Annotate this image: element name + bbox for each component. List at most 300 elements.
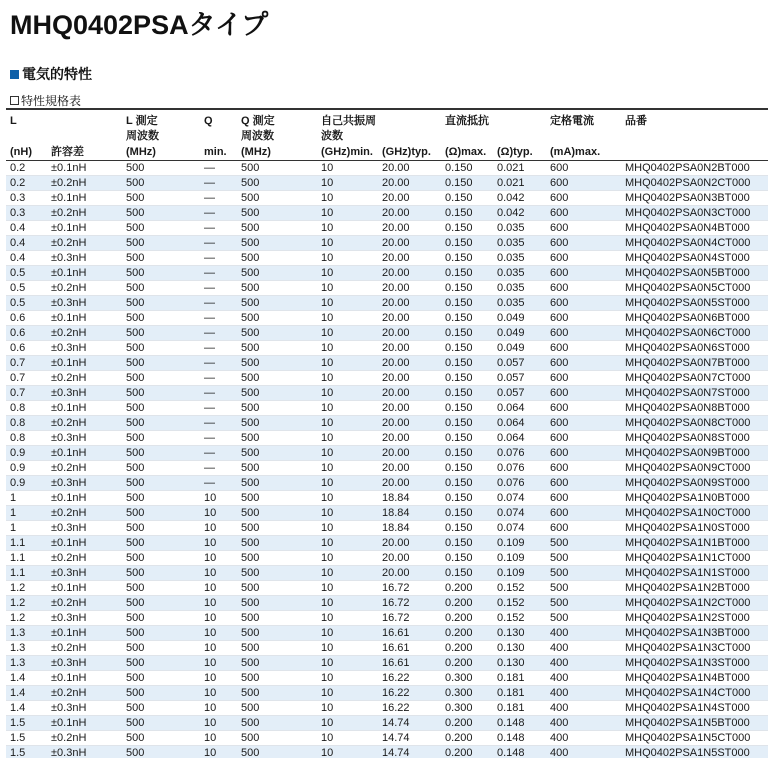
table-cell: 0.035 xyxy=(493,266,546,281)
table-cell: 500 xyxy=(122,716,200,731)
table-cell: 10 xyxy=(317,356,378,371)
table-cell: 10 xyxy=(200,521,237,536)
table-cell: 0.150 xyxy=(441,461,493,476)
table-cell: ±0.3nH xyxy=(47,251,122,266)
table-cell: — xyxy=(200,191,237,206)
column-header: (Ω)typ. xyxy=(497,146,533,158)
table-cell: MHQ0402PSA0N9BT000 xyxy=(621,446,768,461)
table-cell: ±0.1nH xyxy=(47,716,122,731)
table-cell: MHQ0402PSA0N5ST000 xyxy=(621,296,768,311)
table-cell: 0.148 xyxy=(493,716,546,731)
table-cell: MHQ0402PSA1N0CT000 xyxy=(621,506,768,521)
table-cell: 500 xyxy=(122,296,200,311)
table-cell: 0.049 xyxy=(493,341,546,356)
table-cell: 600 xyxy=(546,251,621,266)
table-cell: 0.200 xyxy=(441,596,493,611)
table-cell: ±0.3nH xyxy=(47,611,122,626)
table-cell: 0.181 xyxy=(493,701,546,716)
table-cell: 0.021 xyxy=(493,176,546,191)
table-cell: 500 xyxy=(237,746,317,758)
table-cell: 0.074 xyxy=(493,491,546,506)
table-cell: 0.148 xyxy=(493,746,546,758)
table-cell: 0.076 xyxy=(493,461,546,476)
table-row xyxy=(6,161,768,176)
table-row xyxy=(6,191,768,206)
table-cell: 0.7 xyxy=(6,386,47,401)
table-cell: 0.300 xyxy=(441,686,493,701)
table-cell: 500 xyxy=(237,446,317,461)
table-cell: 500 xyxy=(122,416,200,431)
table-cell: 10 xyxy=(317,536,378,551)
table-cell: 600 xyxy=(546,176,621,191)
table-cell: — xyxy=(200,341,237,356)
table-cell: MHQ0402PSA1N4BT000 xyxy=(621,671,768,686)
table-cell: 500 xyxy=(237,296,317,311)
table-cell: 20.00 xyxy=(378,326,441,341)
table-cell: ±0.1nH xyxy=(47,266,122,281)
table-cell: 20.00 xyxy=(378,221,441,236)
table-row xyxy=(6,266,768,281)
table-cell: 10 xyxy=(200,536,237,551)
table-cell: 500 xyxy=(237,476,317,491)
table-cell: 0.9 xyxy=(6,461,47,476)
table-cell: ±0.2nH xyxy=(47,731,122,746)
table-cell: 10 xyxy=(317,236,378,251)
table-cell: MHQ0402PSA1N0BT000 xyxy=(621,491,768,506)
table-row xyxy=(6,401,768,416)
table-row xyxy=(6,596,768,611)
table-cell: — xyxy=(200,206,237,221)
table-cell: 10 xyxy=(317,191,378,206)
table-cell: 500 xyxy=(237,356,317,371)
table-cell: 1.4 xyxy=(6,701,47,716)
table-cell: 0.3 xyxy=(6,206,47,221)
table-cell: ±0.2nH xyxy=(47,371,122,386)
table-cell: 0.150 xyxy=(441,551,493,566)
column-header: (GHz)min. xyxy=(321,146,373,158)
table-cell: 500 xyxy=(237,641,317,656)
table-cell: 10 xyxy=(317,206,378,221)
table-cell: 500 xyxy=(237,506,317,521)
table-cell: 600 xyxy=(546,161,621,176)
table-cell: 0.150 xyxy=(441,491,493,506)
table-cell: 0.150 xyxy=(441,431,493,446)
header-row-1 xyxy=(6,109,768,145)
table-row xyxy=(6,386,768,401)
table-cell: MHQ0402PSA0N7CT000 xyxy=(621,371,768,386)
table-cell: 20.00 xyxy=(378,551,441,566)
table-cell: 0.076 xyxy=(493,476,546,491)
table-cell: — xyxy=(200,371,237,386)
table-cell: 400 xyxy=(546,746,621,758)
table-cell: 0.152 xyxy=(493,581,546,596)
table-cell: ±0.2nH xyxy=(47,206,122,221)
table-cell: 10 xyxy=(317,716,378,731)
table-cell: 500 xyxy=(122,191,200,206)
table-cell: 400 xyxy=(546,731,621,746)
table-cell: 0.150 xyxy=(441,281,493,296)
table-row xyxy=(6,221,768,236)
table-cell: 0.150 xyxy=(441,236,493,251)
page-title: MHQ0402PSAタイプ xyxy=(10,10,269,40)
table-cell: 0.4 xyxy=(6,221,47,236)
table-cell: 0.150 xyxy=(441,521,493,536)
table-cell: 0.181 xyxy=(493,671,546,686)
table-cell: 0.2 xyxy=(6,176,47,191)
table-cell: 10 xyxy=(317,266,378,281)
table-cell: 500 xyxy=(122,521,200,536)
table-cell: 16.22 xyxy=(378,671,441,686)
table-cell: — xyxy=(200,431,237,446)
table-cell: — xyxy=(200,221,237,236)
table-cell: 500 xyxy=(122,176,200,191)
table-cell: 500 xyxy=(122,551,200,566)
table-cell: 10 xyxy=(317,176,378,191)
table-cell: 20.00 xyxy=(378,566,441,581)
table-cell: ±0.2nH xyxy=(47,416,122,431)
table-body xyxy=(6,161,768,758)
table-cell: 0.150 xyxy=(441,311,493,326)
table-row xyxy=(6,206,768,221)
table-cell: 600 xyxy=(546,356,621,371)
table-cell: 500 xyxy=(237,251,317,266)
table-cell: MHQ0402PSA1N1BT000 xyxy=(621,536,768,551)
table-cell: 0.130 xyxy=(493,656,546,671)
table-cell: MHQ0402PSA0N2BT000 xyxy=(621,161,768,176)
table-row xyxy=(6,431,768,446)
table-cell: 500 xyxy=(122,476,200,491)
column-header: 直流抵抗 xyxy=(445,115,489,127)
table-row xyxy=(6,581,768,596)
table-cell: 500 xyxy=(122,371,200,386)
table-cell: MHQ0402PSA1N3ST000 xyxy=(621,656,768,671)
table-cell: 20.00 xyxy=(378,236,441,251)
table-cell: 16.22 xyxy=(378,686,441,701)
table-cell: 20.00 xyxy=(378,371,441,386)
table-cell: 0.042 xyxy=(493,206,546,221)
table-cell: 500 xyxy=(122,161,200,176)
table-cell: ±0.1nH xyxy=(47,161,122,176)
table-cell: ±0.2nH xyxy=(47,236,122,251)
table-cell: 10 xyxy=(317,371,378,386)
table-cell: MHQ0402PSA1N1ST000 xyxy=(621,566,768,581)
table-cell: 16.61 xyxy=(378,656,441,671)
table-row xyxy=(6,731,768,746)
table-cell: 20.00 xyxy=(378,176,441,191)
table-cell: 500 xyxy=(122,626,200,641)
table-cell: 600 xyxy=(546,431,621,446)
table-cell: ±0.1nH xyxy=(47,491,122,506)
table-cell: MHQ0402PSA0N8ST000 xyxy=(621,431,768,446)
table-cell: MHQ0402PSA0N4ST000 xyxy=(621,251,768,266)
table-cell: 500 xyxy=(122,641,200,656)
table-cell: MHQ0402PSA1N1CT000 xyxy=(621,551,768,566)
table-cell: 400 xyxy=(546,656,621,671)
table-cell: MHQ0402PSA1N2ST000 xyxy=(621,611,768,626)
table-cell: 0.109 xyxy=(493,536,546,551)
table-row xyxy=(6,536,768,551)
table-row xyxy=(6,746,768,758)
table-cell: ±0.1nH xyxy=(47,626,122,641)
table-cell: 500 xyxy=(237,311,317,326)
spec-table xyxy=(6,108,768,758)
table-cell: 0.150 xyxy=(441,206,493,221)
table-cell: 0.150 xyxy=(441,416,493,431)
column-header xyxy=(493,109,546,145)
table-cell: 0.057 xyxy=(493,356,546,371)
table-cell: 0.150 xyxy=(441,161,493,176)
subsection-heading xyxy=(10,92,81,109)
table-cell: 500 xyxy=(122,386,200,401)
table-row xyxy=(6,176,768,191)
table-cell: 500 xyxy=(122,611,200,626)
table-cell: ±0.3nH xyxy=(47,656,122,671)
column-header xyxy=(621,145,768,161)
table-cell: 18.84 xyxy=(378,506,441,521)
table-cell: 10 xyxy=(317,401,378,416)
table-cell: 1 xyxy=(6,506,47,521)
table-cell: 10 xyxy=(317,476,378,491)
table-cell: MHQ0402PSA1N0ST000 xyxy=(621,521,768,536)
table-cell: MHQ0402PSA0N3CT000 xyxy=(621,206,768,221)
table-cell: MHQ0402PSA1N2CT000 xyxy=(621,596,768,611)
table-cell: 0.8 xyxy=(6,401,47,416)
table-cell: 500 xyxy=(122,356,200,371)
table-cell: 10 xyxy=(317,446,378,461)
table-cell: ±0.1nH xyxy=(47,536,122,551)
table-cell: ±0.2nH xyxy=(47,551,122,566)
table-cell: 1.5 xyxy=(6,716,47,731)
table-cell: 0.150 xyxy=(441,446,493,461)
table-cell: 0.150 xyxy=(441,296,493,311)
table-cell: 1.2 xyxy=(6,581,47,596)
table-cell: 500 xyxy=(546,551,621,566)
column-header: 自己共振周波数 xyxy=(321,115,376,142)
table-cell: — xyxy=(200,281,237,296)
table-cell: 500 xyxy=(237,626,317,641)
table-cell: 16.72 xyxy=(378,581,441,596)
column-header: (nH) xyxy=(10,146,32,158)
table-cell: 1.4 xyxy=(6,671,47,686)
table-cell: 400 xyxy=(546,716,621,731)
table-cell: — xyxy=(200,461,237,476)
table-cell: 0.7 xyxy=(6,371,47,386)
table-row xyxy=(6,626,768,641)
table-cell: 0.6 xyxy=(6,311,47,326)
table-cell: 0.9 xyxy=(6,446,47,461)
table-cell: 20.00 xyxy=(378,446,441,461)
table-cell: 600 xyxy=(546,371,621,386)
table-cell: 10 xyxy=(317,311,378,326)
table-cell: MHQ0402PSA0N5CT000 xyxy=(621,281,768,296)
table-cell: 0.5 xyxy=(6,266,47,281)
table-cell: 1 xyxy=(6,491,47,506)
table-cell: 10 xyxy=(317,416,378,431)
column-header: L xyxy=(10,115,17,127)
table-cell: 0.148 xyxy=(493,731,546,746)
table-cell: ±0.3nH xyxy=(47,341,122,356)
table-cell: 500 xyxy=(237,206,317,221)
table-cell: 500 xyxy=(237,176,317,191)
table-cell: — xyxy=(200,356,237,371)
table-row xyxy=(6,356,768,371)
table-cell: 600 xyxy=(546,266,621,281)
table-cell: 20.00 xyxy=(378,386,441,401)
table-cell: MHQ0402PSA1N5ST000 xyxy=(621,746,768,758)
table-cell: 500 xyxy=(237,566,317,581)
table-cell: 0.150 xyxy=(441,191,493,206)
table-cell: 500 xyxy=(237,581,317,596)
table-cell: 500 xyxy=(122,281,200,296)
header-row-2 xyxy=(6,145,768,161)
table-cell: MHQ0402PSA1N3BT000 xyxy=(621,626,768,641)
table-cell: 600 xyxy=(546,236,621,251)
table-cell: 500 xyxy=(122,326,200,341)
table-cell: 500 xyxy=(237,656,317,671)
table-cell: 1.1 xyxy=(6,566,47,581)
table-cell: 10 xyxy=(317,566,378,581)
table-cell: 500 xyxy=(122,491,200,506)
table-cell: 600 xyxy=(546,326,621,341)
table-row xyxy=(6,251,768,266)
square-bullet-icon xyxy=(10,70,19,79)
table-cell: 500 xyxy=(122,566,200,581)
table-row xyxy=(6,236,768,251)
table-cell: 500 xyxy=(122,671,200,686)
table-cell: 500 xyxy=(122,731,200,746)
table-cell: MHQ0402PSA0N4BT000 xyxy=(621,221,768,236)
table-cell: 10 xyxy=(317,656,378,671)
table-cell: 0.7 xyxy=(6,356,47,371)
table-cell: 0.064 xyxy=(493,401,546,416)
table-cell: 0.057 xyxy=(493,371,546,386)
table-cell: 10 xyxy=(317,521,378,536)
table-cell: 500 xyxy=(237,686,317,701)
table-cell: 500 xyxy=(122,581,200,596)
table-cell: 0.200 xyxy=(441,611,493,626)
table-cell: 20.00 xyxy=(378,476,441,491)
table-cell: — xyxy=(200,266,237,281)
column-header: (GHz)typ. xyxy=(382,146,431,158)
table-cell: 0.130 xyxy=(493,641,546,656)
table-cell: 500 xyxy=(122,311,200,326)
table-cell: 600 xyxy=(546,506,621,521)
table-cell: 10 xyxy=(317,671,378,686)
table-cell: — xyxy=(200,326,237,341)
table-cell: 1.1 xyxy=(6,536,47,551)
table-cell: ±0.2nH xyxy=(47,596,122,611)
table-cell: 500 xyxy=(122,251,200,266)
table-cell: ±0.3nH xyxy=(47,476,122,491)
table-cell: 500 xyxy=(237,491,317,506)
table-cell: 16.61 xyxy=(378,626,441,641)
table-cell: 10 xyxy=(200,671,237,686)
table-cell: 0.064 xyxy=(493,431,546,446)
table-cell: 20.00 xyxy=(378,356,441,371)
table-cell: MHQ0402PSA1N4ST000 xyxy=(621,701,768,716)
section-heading xyxy=(10,64,92,84)
table-cell: 0.300 xyxy=(441,701,493,716)
table-cell: 10 xyxy=(317,701,378,716)
table-cell: 0.4 xyxy=(6,251,47,266)
table-cell: 10 xyxy=(317,251,378,266)
table-cell: 0.150 xyxy=(441,341,493,356)
table-cell: 1.2 xyxy=(6,611,47,626)
table-cell: 0.150 xyxy=(441,386,493,401)
table-cell: 400 xyxy=(546,626,621,641)
table-cell: ±0.2nH xyxy=(47,641,122,656)
column-header: (MHz) xyxy=(126,146,156,158)
table-cell: 600 xyxy=(546,191,621,206)
table-cell: ±0.1nH xyxy=(47,446,122,461)
table-cell: 10 xyxy=(200,611,237,626)
table-cell: 500 xyxy=(237,326,317,341)
table-cell: 1.5 xyxy=(6,746,47,758)
table-cell: — xyxy=(200,416,237,431)
table-cell: 0.3 xyxy=(6,191,47,206)
table-row xyxy=(6,671,768,686)
table-cell: 16.61 xyxy=(378,641,441,656)
table-cell: ±0.1nH xyxy=(47,311,122,326)
table-cell: 0.5 xyxy=(6,296,47,311)
table-cell: 500 xyxy=(237,386,317,401)
table-cell: 500 xyxy=(122,536,200,551)
table-cell: 0.150 xyxy=(441,221,493,236)
table-cell: 600 xyxy=(546,491,621,506)
table-cell: 500 xyxy=(122,206,200,221)
table-cell: MHQ0402PSA0N7BT000 xyxy=(621,356,768,371)
table-cell: 0.064 xyxy=(493,416,546,431)
table-row xyxy=(6,296,768,311)
table-cell: ±0.2nH xyxy=(47,461,122,476)
table-cell: 500 xyxy=(237,341,317,356)
table-cell: 14.74 xyxy=(378,746,441,758)
table-cell: ±0.1nH xyxy=(47,221,122,236)
table-cell: ±0.1nH xyxy=(47,356,122,371)
table-cell: 10 xyxy=(317,296,378,311)
subsection-heading-text: 特性規格表 xyxy=(21,94,82,108)
table-cell: 500 xyxy=(237,191,317,206)
table-cell: 600 xyxy=(546,461,621,476)
table-cell: 0.074 xyxy=(493,506,546,521)
table-cell: 0.181 xyxy=(493,686,546,701)
column-header: Q 測定 周波数 xyxy=(241,115,275,142)
column-header: 許容差 xyxy=(51,146,84,158)
table-cell: 1 xyxy=(6,521,47,536)
box-bullet-icon xyxy=(10,96,19,105)
table-cell: 400 xyxy=(546,641,621,656)
table-cell: MHQ0402PSA0N8BT000 xyxy=(621,401,768,416)
table-cell: MHQ0402PSA0N3BT000 xyxy=(621,191,768,206)
table-cell: ±0.2nH xyxy=(47,281,122,296)
table-cell: ±0.3nH xyxy=(47,566,122,581)
table-cell: 600 xyxy=(546,386,621,401)
table-cell: 0.200 xyxy=(441,581,493,596)
table-cell: 600 xyxy=(546,221,621,236)
table-cell: ±0.2nH xyxy=(47,176,122,191)
table-cell: 0.2 xyxy=(6,161,47,176)
table-row xyxy=(6,461,768,476)
table-cell: 20.00 xyxy=(378,266,441,281)
table-cell: 0.6 xyxy=(6,326,47,341)
table-cell: MHQ0402PSA0N9CT000 xyxy=(621,461,768,476)
table-cell: 10 xyxy=(200,626,237,641)
table-cell: 10 xyxy=(200,551,237,566)
column-header: (MHz) xyxy=(241,146,271,158)
table-cell: 500 xyxy=(237,461,317,476)
table-cell: 20.00 xyxy=(378,311,441,326)
table-cell: 500 xyxy=(122,341,200,356)
